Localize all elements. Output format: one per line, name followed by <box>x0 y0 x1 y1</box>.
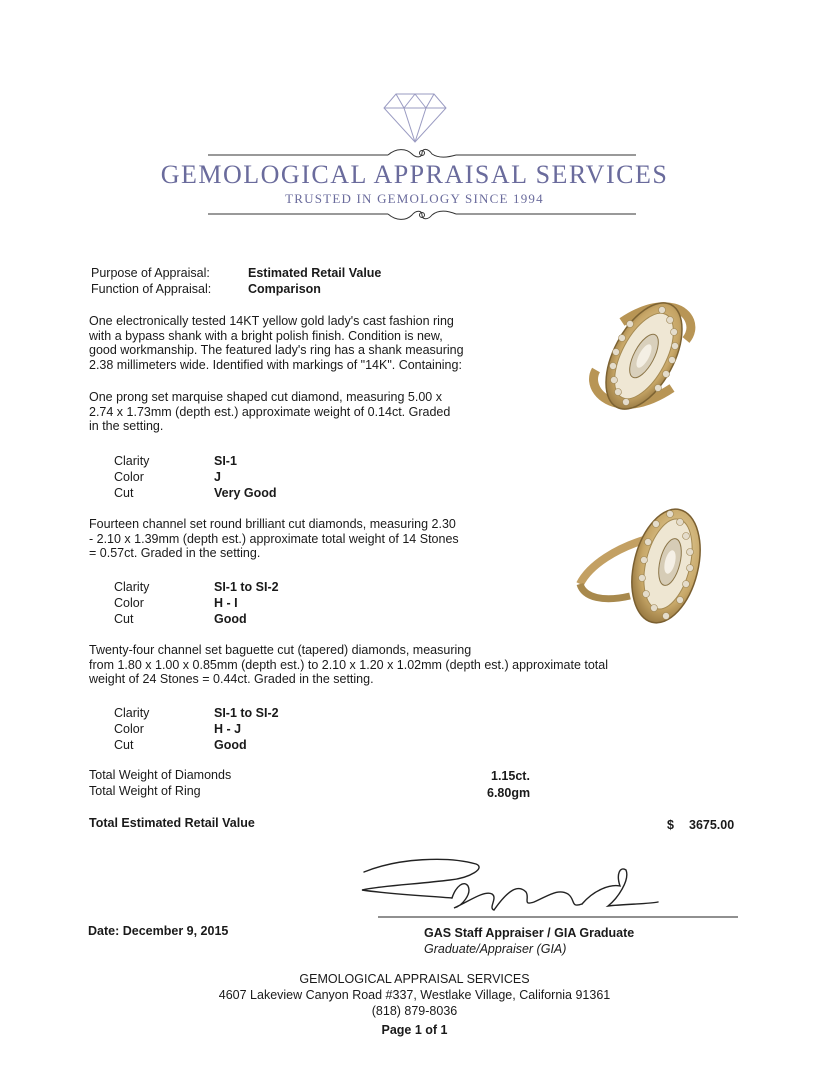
stone-2-description <box>89 517 459 561</box>
stone-line: Twenty-four channel set baguette cut (tapered) diamonds, measuring <box>89 643 472 657</box>
color-value: H - J <box>214 722 242 736</box>
cut-label: Cut <box>114 738 134 752</box>
page-number: Page 1 of 1 <box>381 1023 448 1037</box>
cut-label: Cut <box>114 612 134 626</box>
appraiser-title: GAS Staff Appraiser / GIA Graduate <box>424 926 635 940</box>
color-label: Color <box>114 722 144 736</box>
description-line: good workmanship. The featured lady's ring has a shank measuring <box>89 343 464 357</box>
function-value: Comparison <box>248 282 321 296</box>
appraiser-subtitle: Graduate/Appraiser (GIA) <box>424 942 567 956</box>
signature-image <box>358 850 742 922</box>
description-line: with a bypass shank with a bright polish finish. Condition is new, <box>89 328 443 343</box>
stone-line: - 2.10 x 1.39mm (depth est.) approximate total weight of 14 Stones <box>89 531 459 546</box>
company-tagline: TRUSTED IN GEMOLOGY SINCE 1994 <box>285 191 544 206</box>
function-label: Function of Appraisal: <box>91 282 212 296</box>
purpose-value: Estimated Retail Value <box>248 266 382 280</box>
clarity-label: Clarity <box>114 706 150 720</box>
total-retail-value: 3675.00 <box>689 818 735 832</box>
cut-value: Good <box>214 612 247 626</box>
total-ring-value: 6.80gm <box>487 786 531 800</box>
purpose-label: Purpose of Appraisal: <box>91 266 210 280</box>
clarity-value: SI-1 <box>214 454 237 468</box>
appraisal-date: Date: December 9, 2015 <box>88 924 229 938</box>
stone-line: weight of 24 Stones = 0.44ct. Graded in the setting. <box>89 672 374 686</box>
footer-address: 4607 Lakeview Canyon Road #337, Westlake Village, California 91361 <box>218 988 611 1002</box>
clarity-value: SI-1 to SI-2 <box>214 580 279 594</box>
stone-3-description <box>89 643 608 687</box>
ring-photo-top <box>582 292 702 420</box>
stone-line: from 1.80 x 1.00 x 0.85mm (depth est.) to 2.10 x 1.20 x 1.02mm (depth est.) approximate total <box>89 657 609 672</box>
ring-description <box>89 314 464 372</box>
stone-line: One prong set marquise shaped cut diamond, measuring 5.00 x <box>89 390 442 404</box>
total-ring-label: Total Weight of Ring <box>89 784 201 798</box>
color-value: H - I <box>214 596 238 610</box>
ring-photo-angle <box>574 500 712 628</box>
currency-symbol: $ <box>667 818 674 832</box>
footer-company: GEMOLOGICAL APPRAISAL SERVICES <box>299 972 530 986</box>
stone-line: in the setting. <box>89 419 164 433</box>
color-label: Color <box>114 470 144 484</box>
total-diamonds-label: Total Weight of Diamonds <box>89 768 232 782</box>
description-line: 2.38 millimeters wide. Identified with markings of "14K". Containing: <box>89 357 462 372</box>
cut-label: Cut <box>114 486 134 500</box>
diamond-icon <box>382 92 448 144</box>
color-label: Color <box>114 596 144 610</box>
ornament-rule-bottom <box>208 207 636 221</box>
stone-line: Fourteen channel set round brilliant cut diamonds, measuring 2.30 <box>89 517 456 531</box>
stone-1-description <box>89 390 450 434</box>
stone-line: = 0.57ct. Graded in the setting. <box>89 546 261 560</box>
clarity-label: Clarity <box>114 580 150 594</box>
cut-value: Good <box>214 738 247 752</box>
cut-value: Very Good <box>214 486 277 500</box>
description-line: One electronically tested 14KT yellow gold lady's cast fashion ring <box>89 314 454 328</box>
clarity-value: SI-1 to SI-2 <box>214 706 279 720</box>
total-retail-label: Total Estimated Retail Value <box>89 816 255 830</box>
color-value: J <box>214 470 221 484</box>
company-title: GEMOLOGICAL APPRAISAL SERVICES <box>160 160 669 189</box>
clarity-label: Clarity <box>114 454 150 468</box>
stone-line: 2.74 x 1.73mm (depth est.) approximate weight of 0.14ct. Graded <box>89 404 451 419</box>
footer-phone: (818) 879-8036 <box>371 1004 458 1018</box>
ornament-rule-top <box>208 146 636 160</box>
total-diamonds-value: 1.15ct. <box>491 769 530 783</box>
